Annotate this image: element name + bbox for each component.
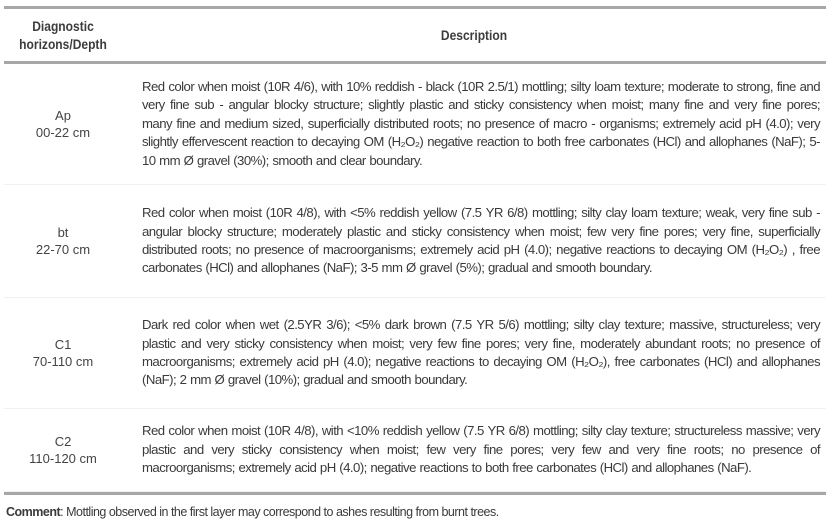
comment-text: : Mottling observed in the first layer may correspond to ashes resulting from burnt trees. xyxy=(60,505,499,519)
horizon-name: bt xyxy=(57,225,69,240)
header-line-1: Diagnostic xyxy=(32,18,94,34)
horizon-depth: 70-110 cm xyxy=(32,354,94,369)
header-horizons-depth xyxy=(12,17,113,53)
horizon-cell xyxy=(4,224,122,258)
horizon-depth: 00-22 cm xyxy=(35,125,91,140)
horizon-name: Ap xyxy=(55,108,71,123)
description-cell: Dark red color when wet (2.5YR 3/6); <5% dark brown (7.5 YR 5/6) mottling; silty clay texture; massive, structureless; very plastic and very sticky consistency when moist; very few fine pores; very fine, moderately abundant roots; no presence of macroorganisms; extremely acid pH (4.0); negative reactions to decaying OM (H₂O₂), free carbonates (HCl) and allophanes (NaF); 2 mm Ø gravel (10%); gradual and smooth boundary. xyxy=(142,317,820,388)
horizon-cell xyxy=(4,433,122,467)
description-cell: Red color when moist (10R 4/8), with <5% reddish yellow (7.5 YR 6/8) mottling; silty clay loam texture; weak, very fine sub - angular blocky structure; moderately plastic and sticky consistency when moist; few very fine pores; very fine, superficially distributed roots; no presence of macroorganisms; extremely acid pH (4.0); negative reactions to decaying OM (H₂O₂) , free carbonates (HCl) and allophanes (NaF); 3-5 mm Ø gravel (5%); gradual and smooth boundary. xyxy=(142,205,820,276)
header-description: Description xyxy=(440,27,508,43)
horizon-cell xyxy=(4,336,122,370)
soil-horizons-table xyxy=(4,6,826,495)
table-comment xyxy=(6,505,499,519)
header-line-2: horizons/Depth xyxy=(19,36,107,52)
table-row xyxy=(4,298,826,409)
horizon-depth: 110-120 cm xyxy=(29,451,97,466)
table-header xyxy=(4,9,826,61)
description-cell: Red color when moist (10R 4/6), with 10% reddish - black (10R 2.5/1) mottling; silty loam texture; moderate to strong, fine and very fine sub - angular blocky structure; slightly plastic and sticky consistency when moist; many fine and very fine pores; many fine and medium sized, superficially distributed roots; no presence of macro - organisms; extremely acid pH (4.0); very slightly effervescent reaction to decaying OM (H₂O₂) negative reaction to both free carbonates (HCl) and allophanes (NaF); 5-10 mm Ø gravel (30%); smooth and clear boundary. xyxy=(142,78,820,168)
bottom-rule xyxy=(4,492,826,495)
comment-label: Comment xyxy=(6,505,61,519)
table-row xyxy=(4,64,826,185)
horizon-name: C2 xyxy=(54,434,72,449)
horizon-name: C1 xyxy=(54,337,72,352)
table-row xyxy=(4,185,826,298)
description-cell: Red color when moist (10R 4/8), with <10% reddish yellow (7.5 YR 6/8) mottling; silty clay texture; structureless massive; very plastic and very sticky consistency when moist; few very fine pores; very few and very fine roots; no presence of macroorganisms; extremely acid pH (4.0); negative reactions to both free carbonates (HCl) and allophanes (NaF). xyxy=(142,423,820,476)
horizon-cell xyxy=(4,107,122,141)
table-row xyxy=(4,409,826,492)
horizon-depth: 22-70 cm xyxy=(35,242,91,257)
